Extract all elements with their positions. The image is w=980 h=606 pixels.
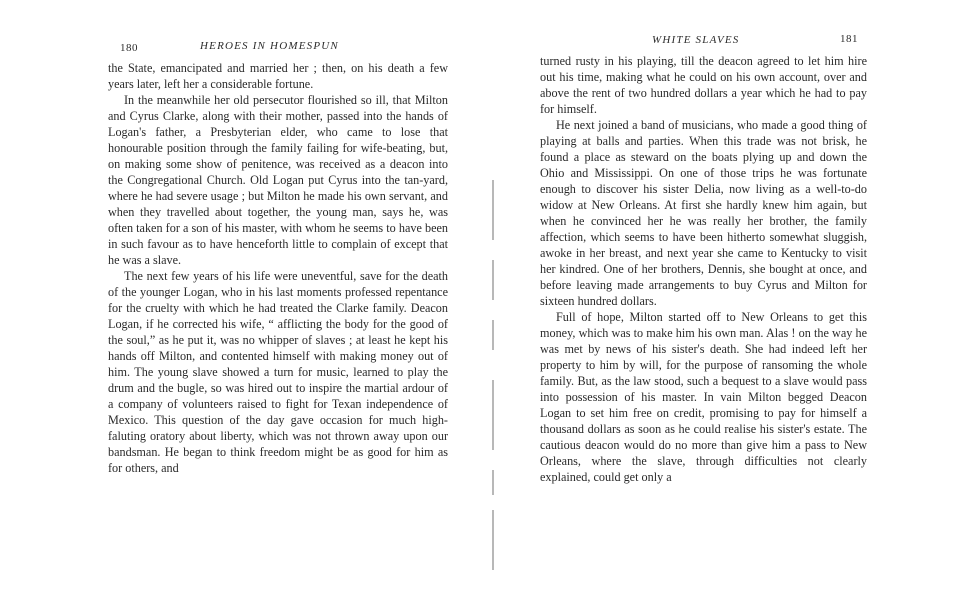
left-page-body — [108, 60, 448, 476]
paragraph: In the meanwhile her old persecutor flourished so ill, that Milton and Cyrus Clarke, along with their mother, passed into the hands of Logan's father, a Presbyterian elder, who came to lose that honourable position through the family failing for wife-beating, but, on making some show of penitence, was received as a deacon into the Congregational Church. Old Logan put Cyrus into the tan-yard, where he had severe usage ; but Milton he made his own servant, and when they travelled about together, the young man, says he, was often taken for a son of his master, with whom he seems to have been in such favour as to have henceforth little to complain of except that he was a slave. — [108, 93, 448, 267]
paragraph: Full of hope, Milton started off to New Orleans to get this money, which was to make him his own man. Alas ! on the way he was met by news of his sister's death. She had indeed left her property to him by will, for the purpose of ransoming the whole family. But, as the law stood, such a bequest to a slave would pass into possession of his master. In vain Milton begged Deacon Logan to set him free on credit, promising to pay for himself a thousand dollars as soon as he could realise his sister's estate. The cautious deacon would do no more than give him a pass to New Orleans, where the slave, through difficulties not clearly explained, could get only a — [540, 310, 867, 484]
page-number-left: 180 — [120, 42, 138, 54]
paragraph: The next few years of his life were uneventful, save for the death of the younger Logan, who in his last moments professed repentance for the cruelty with which he had treated the Clarke family. Deacon Logan, if he corrected his wife, “ afflicting the body for the good of the soul,” as he put it, was no whipper of slaves ; at least he kept his hands off Milton, and contented himself with making money out of him. The young slave showed a turn for music, learned to play the drum and the bugle, so was hired out to inspire the martial ardour of a company of volunteers raised to fight for Texan independence of Mexico. This question of the day gave occasion for much high-faluting oratory about liberty, which was not thrown away upon our bandsman. He began to think freedom might be as good for him as for others, and — [108, 269, 448, 475]
running-title-right: WHITE SLAVES — [652, 34, 740, 46]
page-number-right: 181 — [840, 33, 858, 45]
paragraph: He next joined a band of musicians, who made a good thing of playing at balls and parties. When this trade was not brisk, he found a place as steward on the boats plying up and down the Ohio and Mississippi. On one of those trips he was fortunate enough to discover his sister Delia, now living as a well-to-do widow at New Orleans. At first she hardly knew him again, but when he convinced her he was really her brother, the family affection, which seems to have been hitherto somewhat sluggish, awoke in her breast, and next year she came to Kentucky to visit her kindred. One of her brothers, Dennis, she bought at once, and before leaving made arrangements to buy Cyrus and Milton for sixteen hundred dollars. — [540, 118, 867, 308]
paragraph: turned rusty in his playing, till the deacon agreed to let him hire out his time, making what he could on his own account, over and above the rent of two hundred dollars a year which he had to pay for himself. — [540, 54, 867, 116]
running-title-left: HEROES IN HOMESPUN — [200, 40, 339, 52]
right-page-body — [540, 53, 867, 485]
paragraph: the State, emancipated and married her ; then, on his death a few years later, left her a considerable fortune. — [108, 61, 448, 91]
book-gutter — [492, 180, 502, 580]
